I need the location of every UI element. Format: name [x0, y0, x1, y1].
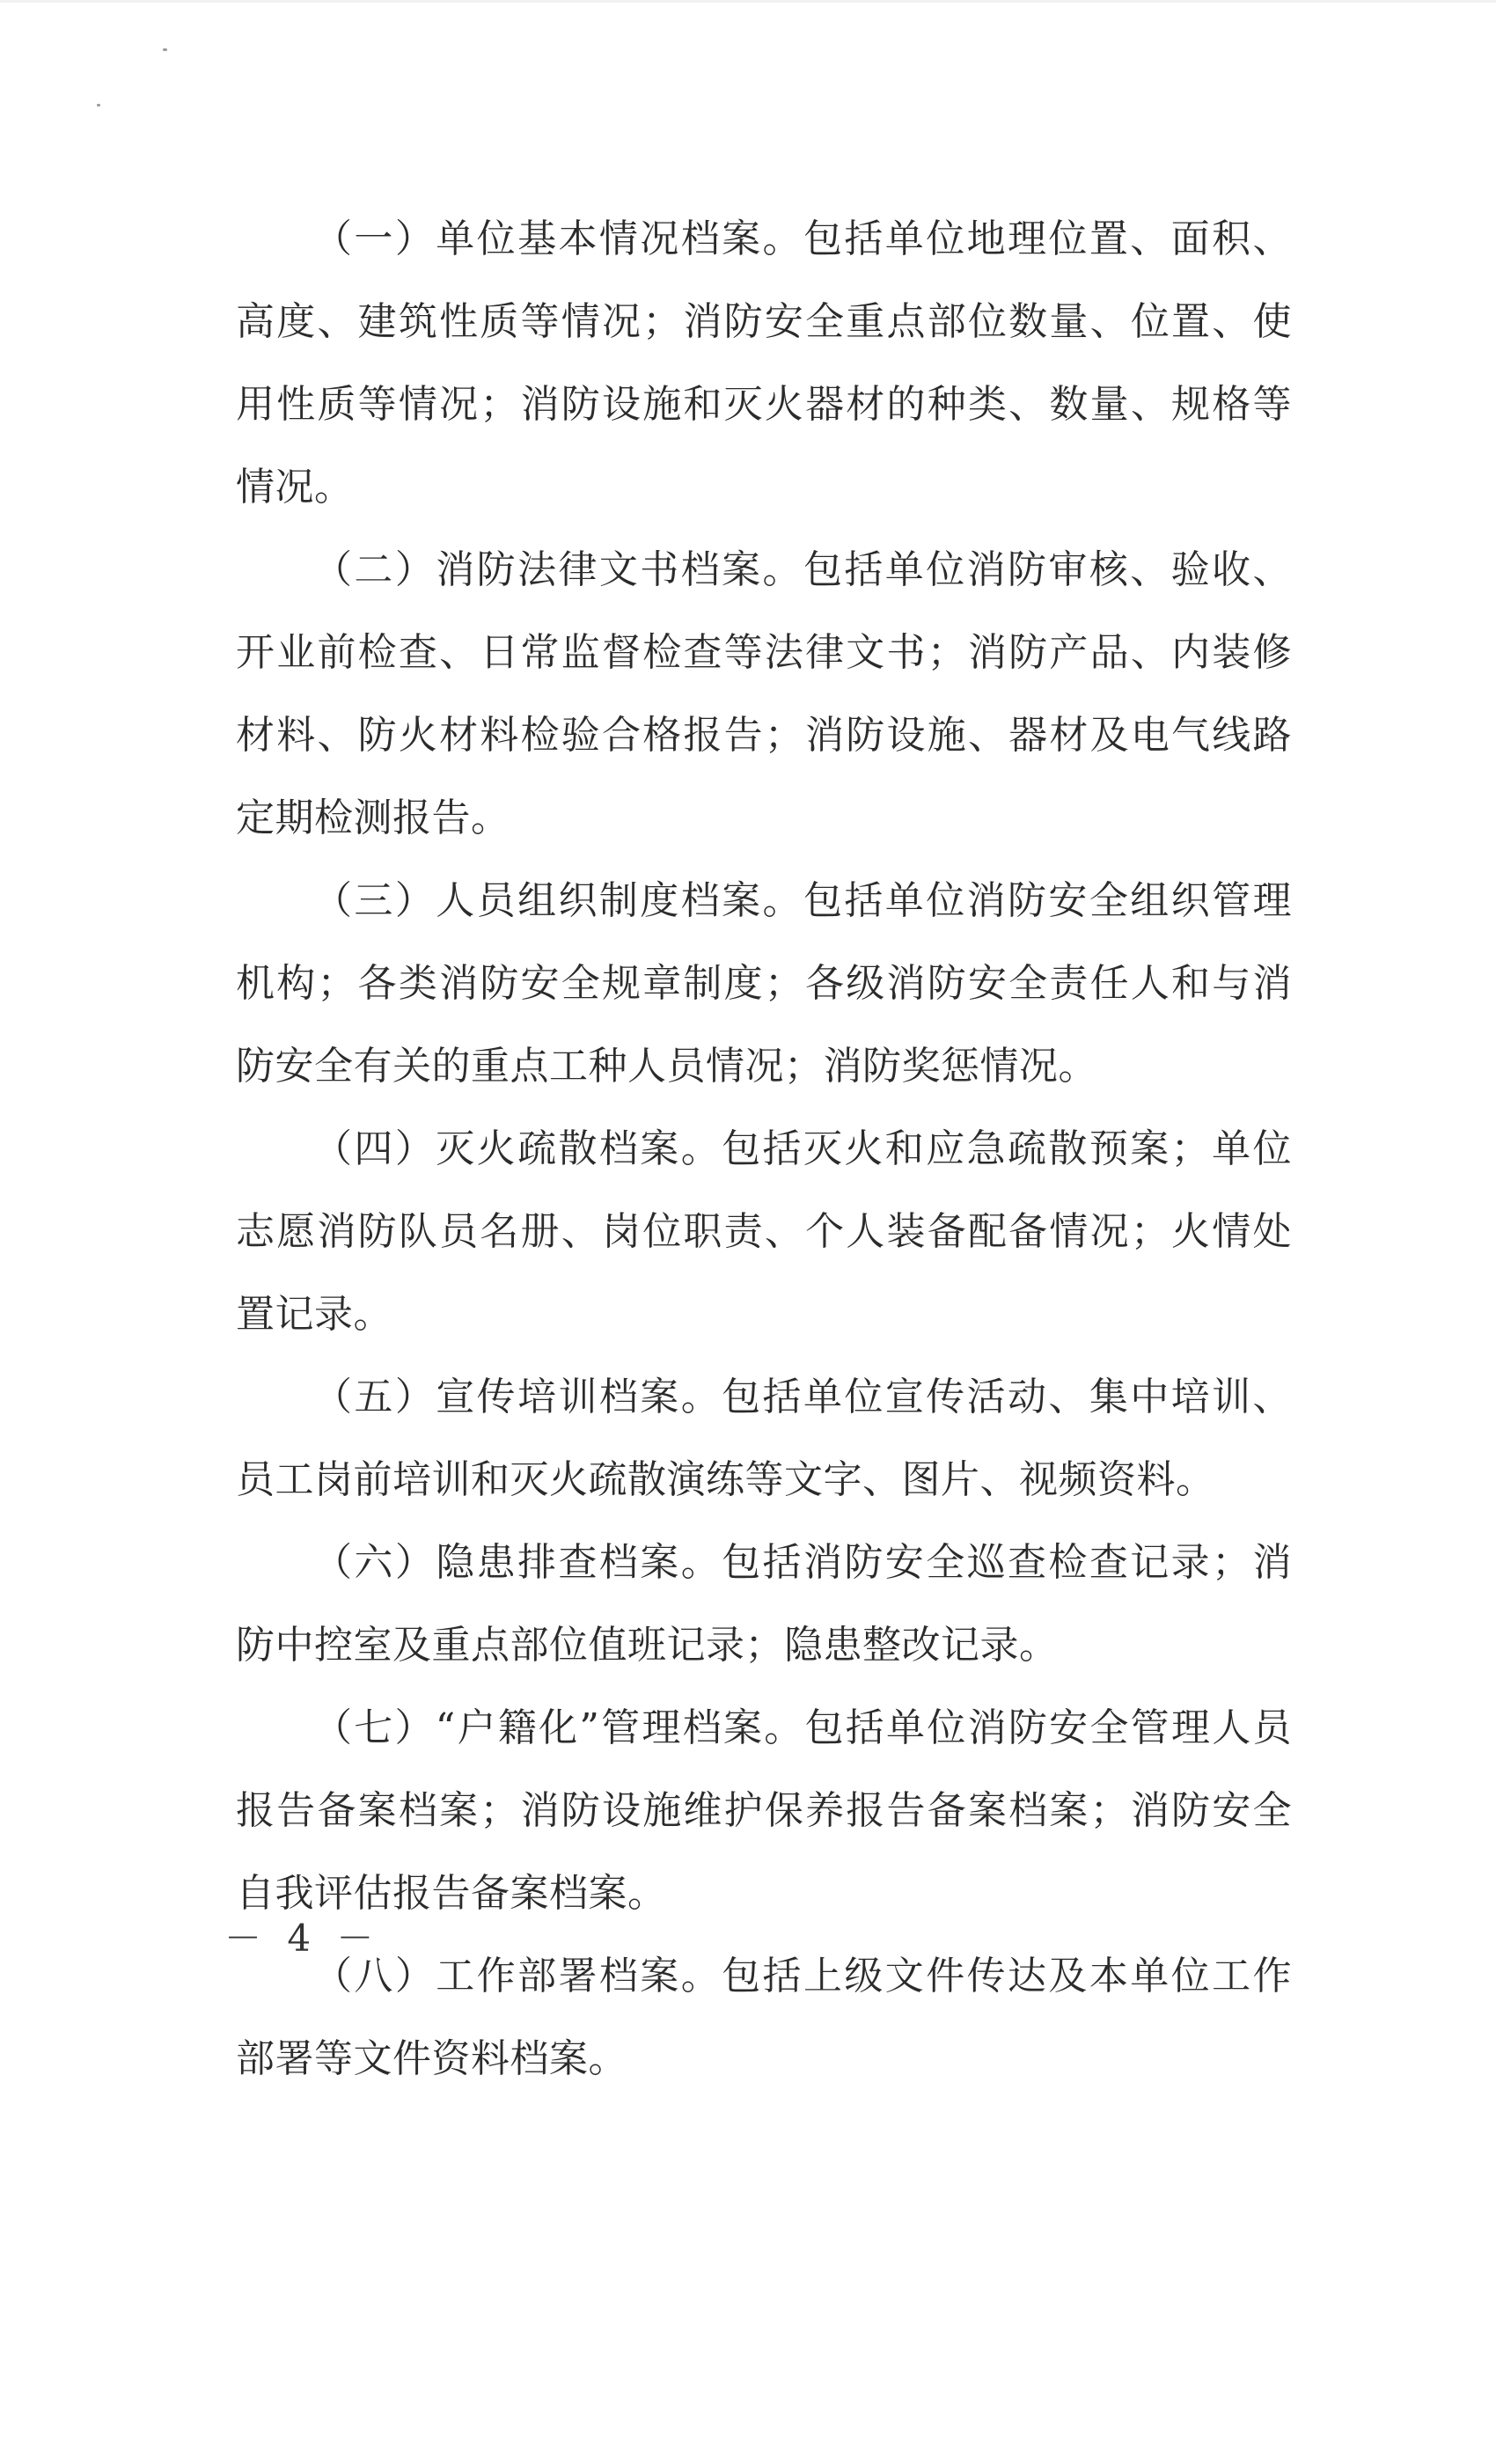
paragraph-hazard-inspection: （六）隐患排查档案。包括消防安全巡查检查记录；消防中控室及重点部位值班记录；隐患整改记录。 [236, 1540, 1292, 1668]
paragraph-fire-legal-documents: （二）消防法律文书档案。包括单位消防审核、验收、开业前检查、日常监督检查等法律文书；消防产品、内装修材料、防火材料检验合格报告；消防设施、器材及电气线路定期检测报告。 [236, 547, 1292, 840]
paragraph-work-deployment: （八）工作部署档案。包括上级文件传达及本单位工作部署等文件资料档案。 [236, 1954, 1292, 2081]
page-number: － 4 － [224, 1917, 381, 1960]
scan-speck [97, 104, 100, 106]
paragraph-firefighting-evacuation: （四）灭火疏散档案。包括灭火和应急疏散预案；单位志愿消防队员名册、岗位职责、个人装备配备情况；火情处置记录。 [236, 1126, 1292, 1337]
paragraph-publicity-training: （五）宣传培训档案。包括单位宣传活动、集中培训、员工岗前培训和灭火疏散演练等文字、图片、视频资料。 [236, 1375, 1292, 1502]
paragraph-unit-basic-info: （一）单位基本情况档案。包括单位地理位置、面积、高度、建筑性质等情况；消防安全重点部位数量、位置、使用性质等情况；消防设施和灭火器材的种类、数量、规格等情况。 [236, 216, 1292, 510]
document-body [236, 198, 1292, 2101]
paragraph-registration-management: （七）“户籍化”管理档案。包括单位消防安全管理人员报告备案档案；消防设施维护保养报告备案档案；消防安全自我评估报告备案档案。 [236, 1705, 1292, 1916]
paragraph-personnel-organization: （三）人员组织制度档案。包括单位消防安全组织管理机构；各类消防安全规章制度；各级消防安全责任人和与消防安全有关的重点工种人员情况；消防奖惩情况。 [236, 878, 1292, 1089]
scan-speck [163, 48, 167, 51]
